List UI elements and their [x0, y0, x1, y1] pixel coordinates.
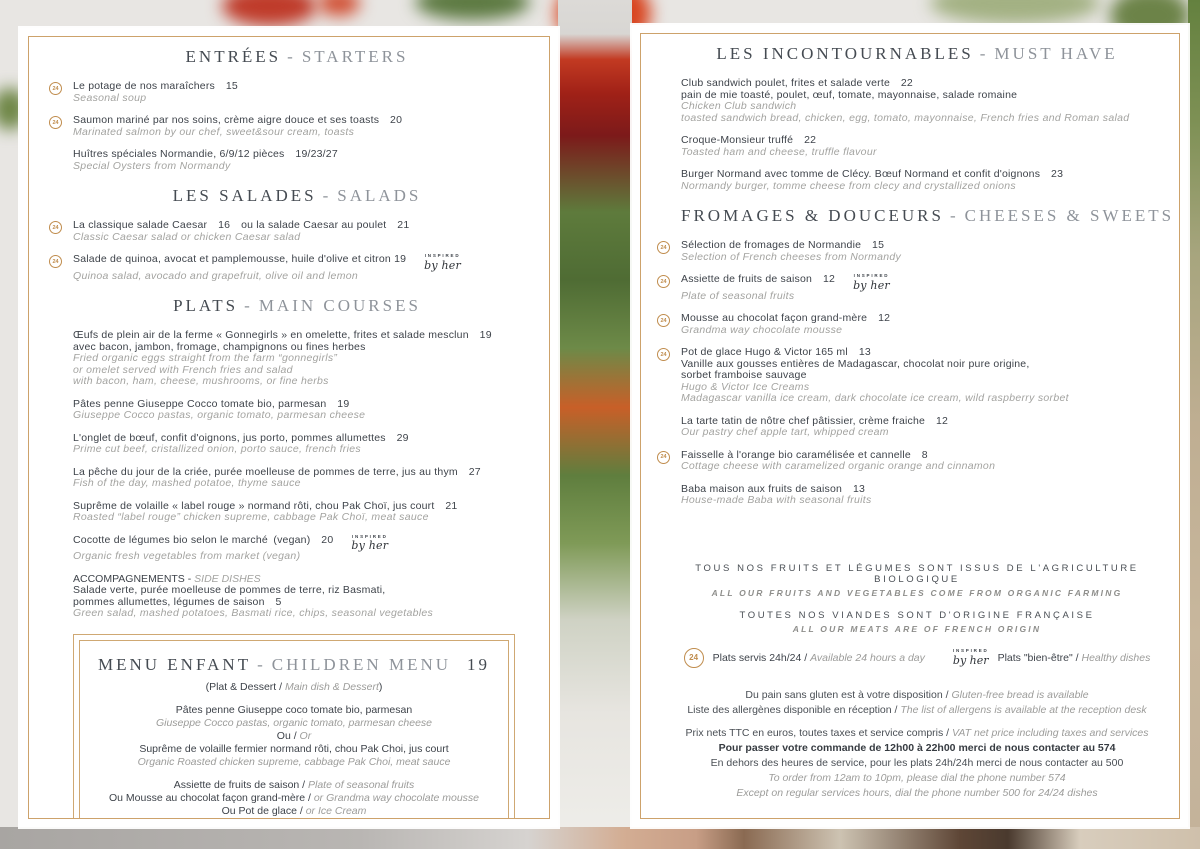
section-title-separator: - [244, 296, 253, 315]
section-heading [73, 47, 521, 67]
notice-fr: TOUTES NOS VIANDES SONT D'ORIGINE FRANÇAISE [739, 609, 1095, 621]
photo-gap-strip [558, 0, 632, 849]
legend-inspired-en: Healthy dishes [1081, 651, 1151, 664]
inspired-word: INSPIRED [853, 273, 890, 278]
inspired-script: by her [853, 278, 890, 292]
line-spacer [88, 769, 500, 779]
footer-block [681, 688, 1153, 801]
service-24h-icon: 24 [49, 255, 62, 268]
section-title-separator: - [979, 44, 989, 63]
item-text-en: Prime cut beef, cristallized onion, porto sauce, french fries [73, 443, 361, 455]
legend-inspired-text [998, 652, 1151, 664]
service-24h-icon: 24 [657, 451, 670, 464]
text-en: To order from 12am to 10pm, please dial the phone number 574 [768, 771, 1066, 784]
item-text-en: Cottage cheese with caramelized organic orange and cinnamon [681, 460, 996, 472]
section-title-fr: LES INCONTOURNABLES [716, 44, 974, 63]
item-text-en: Roasted “label rouge” chicken supreme, cabbage Pak Choï, meat sauce [73, 511, 429, 523]
text-fr: Ou / [276, 729, 300, 742]
text-line [88, 756, 500, 769]
menu-item [660, 346, 1153, 405]
text-en: or Ice Cream [305, 804, 367, 817]
item-text-fr: Faisselle à l'orange bio caramélisée et cannelle 8 [681, 448, 928, 461]
section-title-en: MAIN COURSES [258, 296, 421, 315]
side-dishes-text-fr: Salade verte, purée moelleuse de pommes de terre, riz Basmati, [73, 584, 386, 596]
text-en: or Grandma way chocolate mousse [313, 791, 480, 804]
section-title-separator: - [949, 206, 959, 225]
service-24h-icon: 24 [49, 82, 62, 95]
item-text-en: Hugo & Victor Ice Creams [681, 380, 810, 393]
text-bold: Pour passer votre commande de 12h00 à 22h00 merci de nous contacter au 574 [718, 741, 1116, 754]
service-legend [681, 648, 1153, 668]
text-line [88, 792, 500, 805]
menu-item [73, 330, 521, 388]
left-sections [52, 47, 521, 563]
menu-section [52, 186, 521, 282]
inspired-word: INSPIRED [952, 648, 989, 654]
section-heading [73, 296, 521, 316]
item-text-en: or omelet served with French fries and salad [73, 363, 293, 376]
item-text-en: Selection of French cheeses from Normandy [681, 250, 902, 263]
inspired-by-her-logo [424, 254, 461, 271]
menu-item [73, 501, 521, 524]
text-fr: Liste des allergènes disponible en réception / [687, 703, 901, 716]
text-en: Giuseppe Cocco pastas, organic tomato, parmesan cheese [155, 716, 433, 729]
item-text-fr: La pêche du jour de la criée, purée moelleuse de pommes de terre, jus au thym 27 [73, 465, 481, 478]
side-dishes-text-fr: pommes allumettes, légumes de saison 5 [73, 595, 282, 608]
item-text-fr: Huîtres spéciales Normandie, 6/9/12 pièces 19/23/27 [73, 148, 338, 160]
section-title-fr: FROMAGES & DOUCEURS [681, 206, 944, 225]
text-en: Plate of seasonal fruits [308, 778, 415, 791]
notice-en: ALL OUR FRUITS AND VEGETABLES COME FROM ORGANIC FARMING [711, 587, 1123, 598]
service-24h-icon: 24 [657, 275, 670, 288]
menu-item [73, 535, 521, 563]
section-title-separator: - [322, 186, 332, 205]
photo-bottom-strip [0, 827, 1200, 849]
text-line [681, 756, 1153, 771]
menu-item [660, 312, 1153, 336]
text-fr: Pâtes penne Giuseppe coco tomate bio, parmesan [175, 703, 413, 716]
photo-right-edge [1188, 0, 1200, 849]
menu-section [681, 44, 1153, 192]
side-dishes-title-fr: ACCOMPAGNEMENTS [73, 572, 185, 585]
side-dishes-title-separator: - [187, 572, 195, 585]
text-fr: ) [378, 680, 383, 693]
text-line [88, 717, 500, 730]
right-sections [660, 44, 1175, 507]
text-line [88, 681, 500, 694]
text-line [88, 743, 500, 756]
section-heading [681, 44, 1153, 64]
text-fr: Suprême de volaille fermier normand rôti, chou Pak Choi, jus court [139, 742, 449, 755]
item-text-en: Toasted ham and cheese, truffle flavour [681, 145, 877, 158]
item-text-fr: sorbet framboise sauvage [681, 369, 807, 381]
notice-fr: TOUS NOS FRUITS ET LÉGUMES SONT ISSUS DE L'AGRICULTURE BIOLOGIQUE [695, 562, 1139, 585]
leaf-blob [415, 0, 530, 20]
text-fr: (Plat & Dessert / [205, 680, 285, 693]
item-text-en: toasted sandwich bread, chicken, egg, tomato, mayonnaise, French fries and Roman salad [681, 111, 1130, 124]
item-text-fr: Pâtes penne Giuseppe Cocco tomate bio, parmesan 19 [73, 397, 350, 410]
menu-page-left [20, 28, 558, 827]
line-spacer [681, 718, 1153, 726]
item-text-en: with bacon, ham, cheese, mushrooms, or fine herbs [73, 375, 329, 387]
text-en: Organic Roasted chicken supreme, cabbage Pak Choi, meat sauce [137, 755, 451, 768]
text-line [681, 771, 1153, 786]
inspired-word: INSPIRED [424, 253, 461, 258]
section-title-separator: - [287, 47, 296, 66]
children-menu-title-fr: MENU ENFANT [97, 654, 252, 674]
item-text-en: Our pastry chef apple tart, whipped cream [681, 426, 889, 438]
service-24h-icon: 24 [49, 116, 62, 129]
menu-section [52, 47, 521, 172]
text-line [681, 741, 1153, 756]
service-24h-icon: 24 [657, 241, 670, 254]
notice [681, 610, 1153, 634]
children-menu-price: 19 [467, 654, 491, 674]
notice [681, 563, 1153, 598]
section-heading [73, 186, 521, 206]
item-text-fr: Baba maison aux fruits de saison 13 [681, 482, 866, 495]
item-text-en: Giuseppe Cocco pastas, organic tomato, parmesan cheese [73, 409, 366, 421]
item-text-fr: pain de mie toasté, poulet, œuf, tomate, mayonnaise, salade romaine [681, 88, 1018, 101]
item-text-fr: Croque-Monsieur truffé 22 [681, 134, 817, 146]
notices-block [681, 563, 1153, 634]
text-fr: Du pain sans gluten est à votre disposition / [745, 688, 952, 701]
children-menu-title [88, 655, 500, 675]
menu-item [681, 78, 1153, 124]
item-text-en: Grandma way chocolate mousse [681, 323, 843, 336]
menu-item [681, 135, 1153, 158]
item-text-fr: Pot de glace Hugo & Victor 165 ml 13 [681, 346, 871, 358]
side-dishes-block [73, 574, 521, 620]
item-text-fr: Suprême de volaille « label rouge » normand rôti, chou Pak Choï, jus court 21 [73, 499, 458, 512]
service-24h-icon: 24 [657, 314, 670, 327]
item-text-fr: La classique salade Caesar 16 ou la salade Caesar au poulet 21 [73, 219, 410, 231]
item-text-en: Madagascar vanilla ice cream, dark chocolate ice cream, wild raspberry sorbet [681, 392, 1069, 404]
inspired-word: INSPIRED [351, 533, 388, 539]
text-en: Main dish & Dessert [284, 680, 379, 693]
item-text-en: Marinated salmon by our chef, sweet&sour cream, toasts [73, 125, 355, 138]
item-text-fr: avec bacon, jambon, fromage, champignons ou fines herbes [73, 340, 366, 353]
item-text-fr: Salade de quinoa, avocat et pamplemousse, huile d'olive et citron 19 INSPIRED by her [73, 253, 461, 272]
text-line [88, 704, 500, 717]
side-dishes-desc-en: Green salad, mashed potatoes, Basmati rice, chips, seasonal vegetables [73, 607, 434, 619]
menu-item [660, 273, 1153, 302]
text-fr: Ou Pot de glace / [221, 804, 306, 817]
text-fr: Prix nets TTC en euros, toutes taxes et service compris / [685, 726, 952, 739]
text-line [88, 730, 500, 743]
menu-item [73, 149, 521, 172]
section-title-en: SALADS [337, 186, 422, 205]
line-spacer [88, 694, 500, 704]
menu-item [660, 239, 1153, 263]
menu-item [52, 114, 521, 138]
text-line [681, 786, 1153, 801]
menu-item [681, 416, 1153, 439]
children-menu-title-en: CHILDREN MENU [271, 654, 452, 674]
item-text-en: Fish of the day, mashed potatoe, thyme sauce [73, 477, 301, 489]
section-title-fr: ENTRÉES [185, 47, 282, 66]
legend-24h-text [713, 652, 925, 664]
menu-section [660, 206, 1175, 507]
text-en: VAT net price including taxes and services [952, 726, 1149, 739]
text-en: Gluten-free bread is available [951, 688, 1089, 701]
item-text-en: Fried organic eggs straight from the farm “gonnegirls” [73, 352, 338, 364]
flower-blob [222, 0, 317, 26]
item-text-en: Chicken Club sandwich [681, 100, 797, 112]
item-text-fr: Vanille aux gousses entières de Madagascar, chocolat noir pure origine, [681, 357, 1030, 370]
service-24h-icon: 24 [684, 648, 704, 668]
item-text-en: Classic Caesar salad or chicken Caesar salad [73, 230, 301, 243]
item-text-fr: Saumon mariné par nos soins, crème aigre douce et ses toasts 20 [73, 114, 403, 126]
side-dishes-title-en: SIDE DISHES [194, 572, 261, 585]
item-text-en: Normandy burger, tomme cheese from clecy and crystallized onions [681, 179, 1016, 192]
menu-item [681, 169, 1153, 192]
item-text-en: Seasonal soup [73, 91, 147, 104]
menu-item [73, 467, 521, 490]
menu-item [681, 484, 1153, 507]
section-title-fr: LES SALADES [172, 186, 317, 205]
item-text-fr: Club sandwich poulet, frites et salade verte 22 [681, 77, 913, 89]
flower-blob [318, 0, 360, 16]
text-fr: Assiette de fruits de saison / [173, 778, 308, 791]
item-text-en: House-made Baba with seasonal fruits [681, 494, 872, 506]
menu-item [52, 219, 521, 243]
item-text-fr: Assiette de fruits de saison 12 INSPIRED by her [681, 273, 890, 292]
item-text-fr: Le potage de nos maraîchers 15 [73, 80, 238, 92]
item-text-fr: Mousse au chocolat façon grand-mère 12 [681, 312, 891, 324]
text-line [681, 703, 1153, 718]
menu-item [73, 399, 521, 422]
text-line [88, 805, 500, 818]
legend-inspired-fr: Plats "bien-être" / [997, 651, 1082, 664]
item-text-fr: Sélection de fromages de Normandie 15 [681, 239, 885, 251]
text-en: Except on regular services hours, dial the phone number 500 for 24/24 dishes [736, 786, 1098, 799]
leaf-blob [930, 0, 1100, 24]
item-text-en: Quinoa salad, avocado and grapefruit, olive oil and lemon [73, 269, 359, 282]
text-en: The list of allergens is available at the reception desk [900, 703, 1147, 716]
menu-item [52, 80, 521, 104]
section-title-en: MUST HAVE [994, 44, 1118, 63]
inspired-by-her-logo [351, 535, 388, 552]
children-menu-box [73, 634, 515, 819]
item-text-fr: Burger Normand avec tomme de Clécy. Bœuf Normand et confit d'oignons 23 [681, 168, 1064, 180]
inspired-by-her-logo [953, 649, 989, 666]
inspired-script: by her [952, 653, 989, 667]
item-text-fr: L'onglet de bœuf, confit d'oignons, jus porto, pommes allumettes 29 [73, 431, 409, 444]
menu-item [52, 253, 521, 282]
text-line [88, 779, 500, 792]
notice-en: ALL OUR MEATS ARE OF FRENCH ORIGIN [792, 623, 1042, 634]
text-fr: Ou Mousse au chocolat façon grand-mère / [108, 791, 314, 804]
text-line [681, 726, 1153, 741]
children-menu-title-separator: - [257, 654, 266, 674]
side-dishes-lines [73, 585, 521, 608]
section-title-en: CHEESES & SWEETS [964, 206, 1175, 225]
menu-item [73, 433, 521, 456]
menu-item [660, 448, 1153, 473]
item-text-en: Special Oysters from Normandy [73, 159, 231, 172]
item-text-fr: La tarte tatin de nôtre chef pâtissier, crème fraiche 12 [681, 414, 949, 427]
section-heading [681, 206, 1175, 226]
menu-section [73, 296, 521, 563]
legend-24h-en: Available 24 hours a day [810, 651, 925, 664]
service-24h-icon: 24 [657, 348, 670, 361]
item-text-en: Plate of seasonal fruits [681, 289, 795, 302]
text-en: Or [299, 729, 312, 742]
inspired-by-her-logo [853, 274, 890, 291]
children-menu-inner [79, 640, 509, 819]
menu-page-right [632, 25, 1188, 827]
inspired-script: by her [424, 258, 461, 272]
item-text-fr: Œufs de plein air de la ferme « Gonnegirls » en omelette, frites et salade mesclun 19 [73, 329, 492, 341]
text-line [681, 688, 1153, 703]
service-24h-icon: 24 [49, 221, 62, 234]
item-text-en: Organic fresh vegetables from market (vegan) [73, 550, 301, 562]
item-text-fr: Cocotte de légumes bio selon le marché (vegan) 20 INSPIRED by her [73, 533, 389, 552]
inspired-script: by her [351, 539, 389, 552]
section-title-fr: PLATS [173, 296, 239, 315]
section-title-en: STARTERS [301, 47, 409, 66]
children-menu-lines [88, 681, 500, 818]
text-fr: En dehors des heures de service, pour les plats 24h/24h merci de nous contacter au 500 [710, 756, 1124, 769]
legend-24h-fr: Plats servis 24h/24 / [712, 651, 811, 664]
